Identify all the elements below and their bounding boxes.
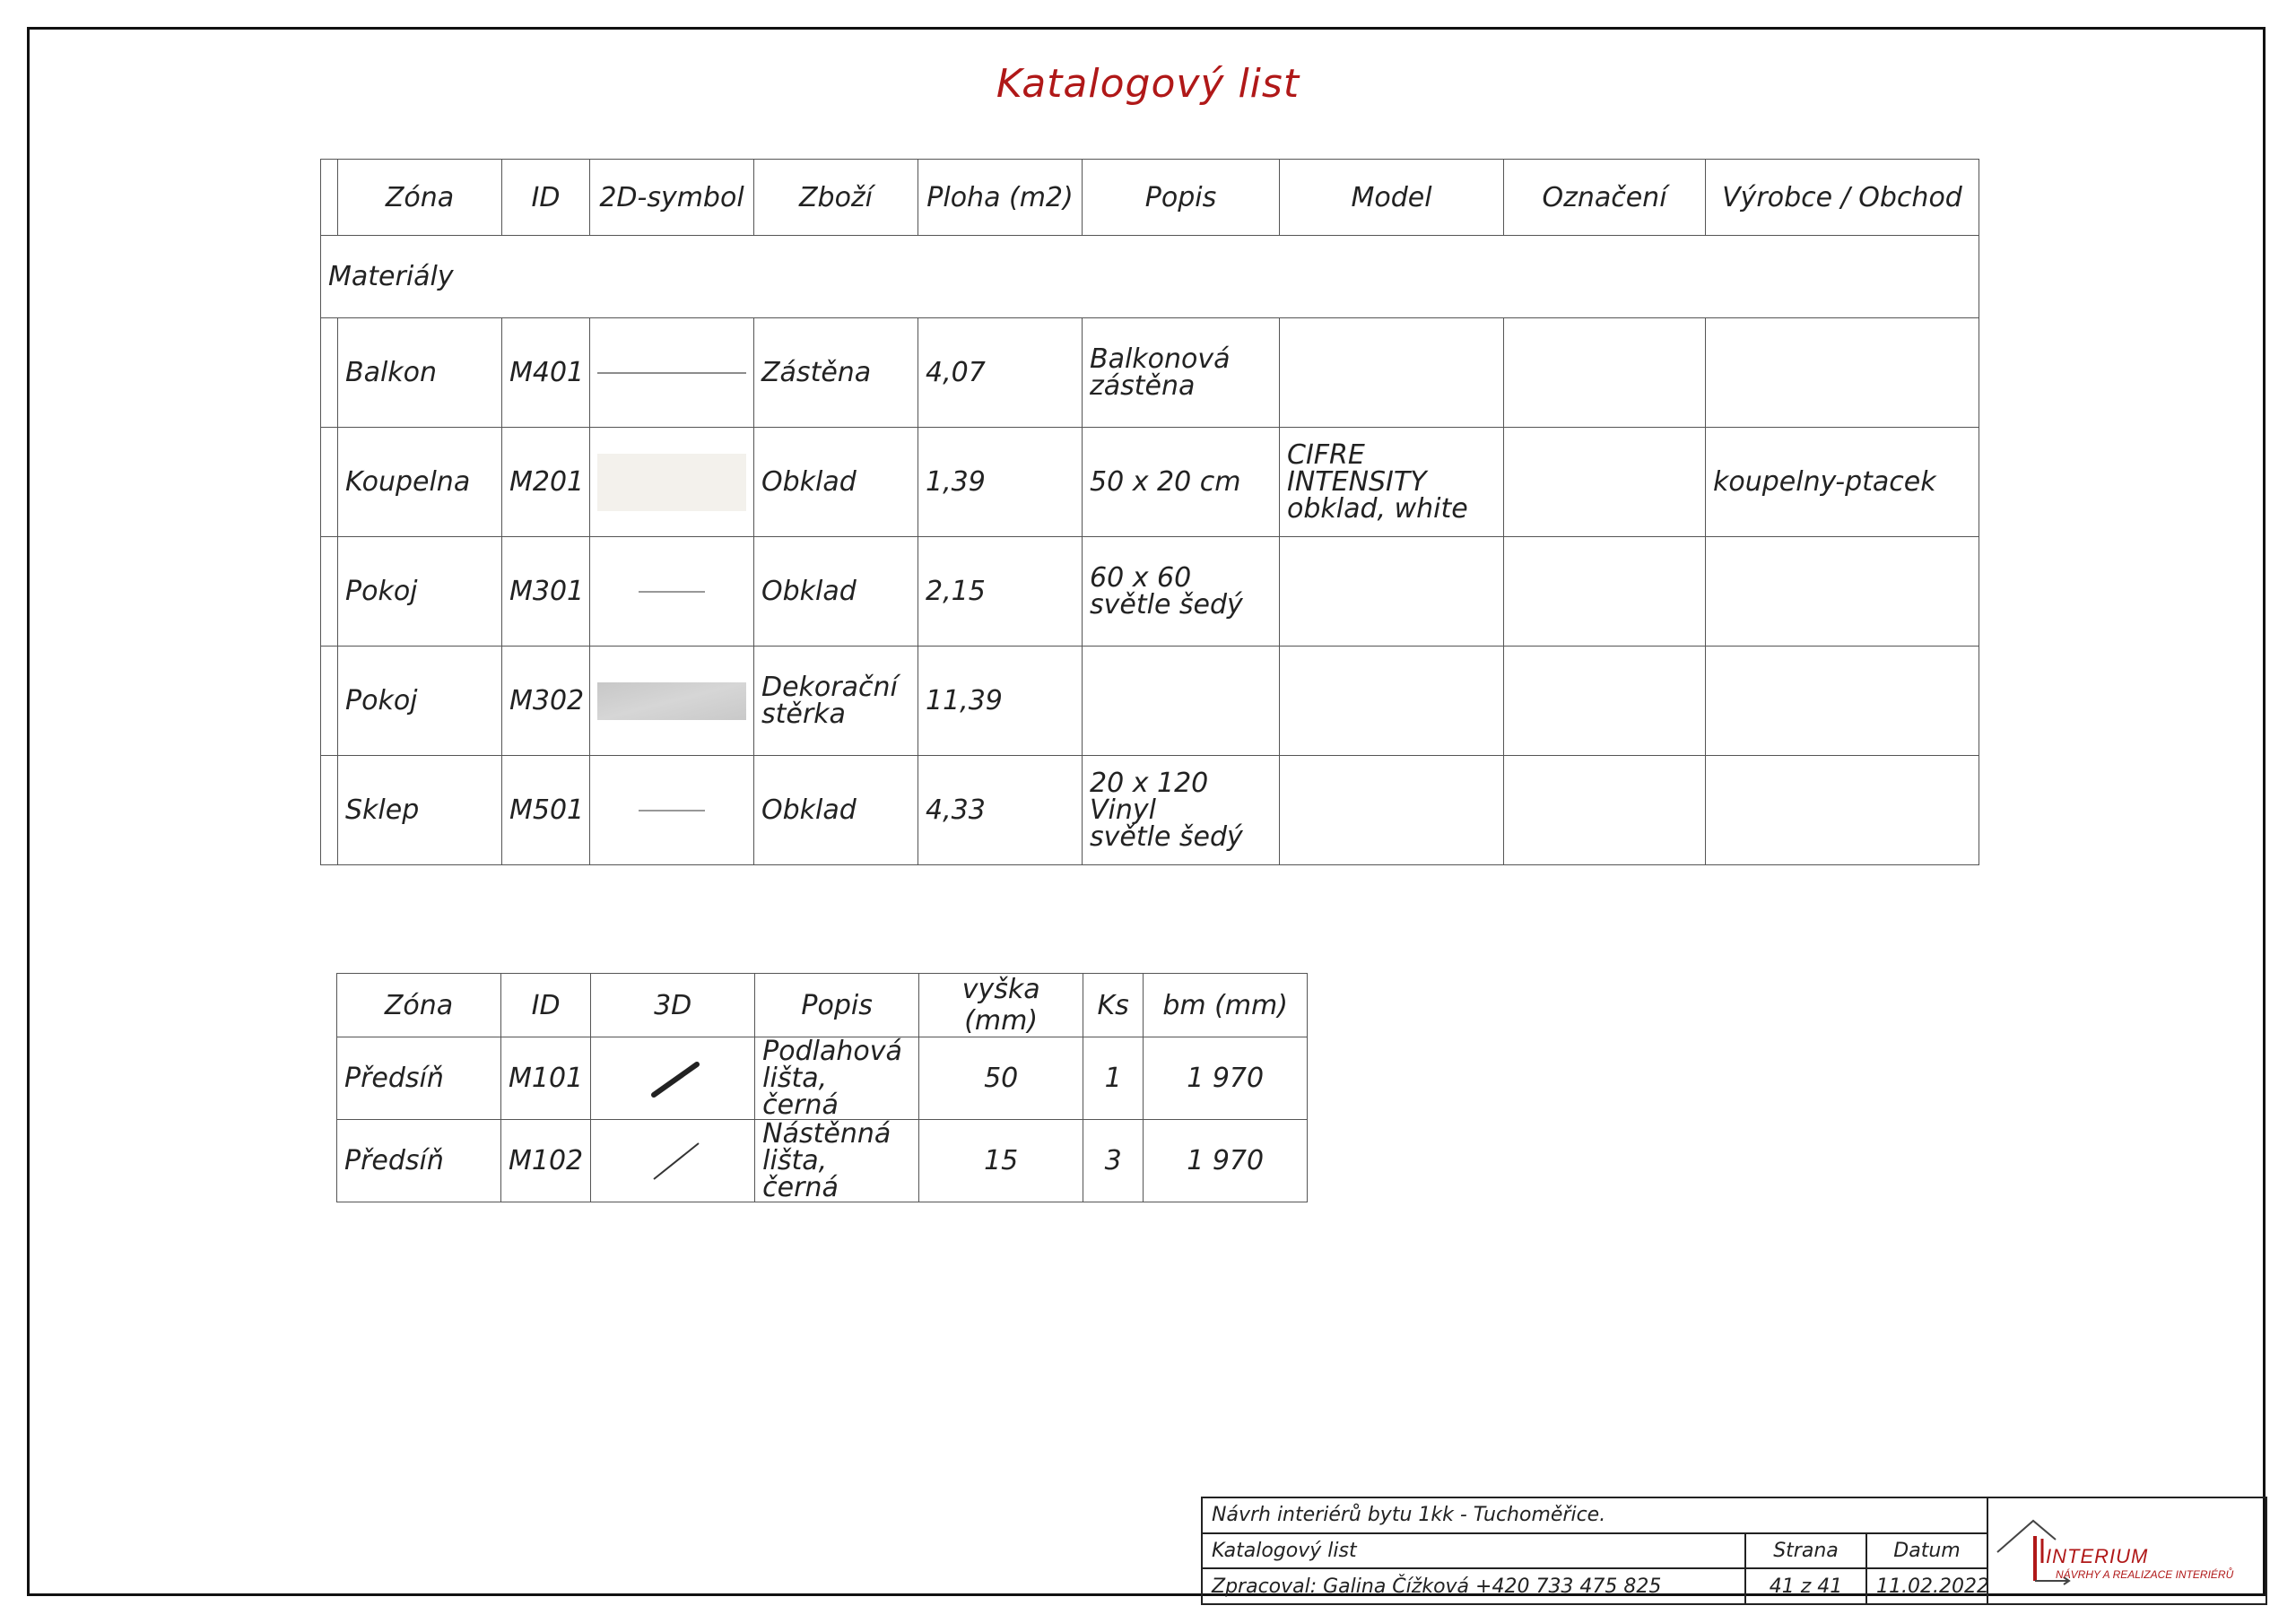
table-row — [321, 318, 1979, 428]
table-header-row — [337, 974, 1308, 1037]
header-cell: Označení — [1504, 160, 1706, 236]
cell-zona: Sklep — [338, 756, 502, 865]
cell-id: M301 — [502, 537, 590, 647]
cell-plocha: 1,39 — [918, 428, 1083, 537]
popis-line-1: 60 x 60 — [1090, 561, 1192, 594]
cell-oznaceni — [1504, 428, 1706, 537]
table-header-row — [321, 160, 1979, 236]
cell-popis — [1083, 318, 1280, 428]
header-cell: Zóna — [337, 974, 501, 1037]
cell-oznaceni — [1504, 537, 1706, 647]
cell-zona: Balkon — [338, 318, 502, 428]
strana-value: 41 z 41 — [1745, 1568, 1866, 1604]
wall-trim-3d-icon — [598, 1134, 747, 1188]
row-spacer — [321, 537, 338, 647]
cell-vyrobce — [1706, 647, 1979, 756]
cell-symbol — [590, 756, 754, 865]
white-tile-swatch — [597, 454, 746, 511]
cell-zona: Pokoj — [338, 647, 502, 756]
header-cell: Popis — [1083, 160, 1280, 236]
cell-popis: 50 x 20 cm — [1083, 428, 1280, 537]
cell-ks: 3 — [1083, 1120, 1144, 1202]
header-cell: Model — [1280, 160, 1504, 236]
cell-oznaceni — [1504, 318, 1706, 428]
header-cell: vyška (mm) — [919, 974, 1083, 1037]
header-cell: Zboží — [754, 160, 918, 236]
row-spacer — [321, 756, 338, 865]
cell-model — [1280, 537, 1504, 647]
table-row — [337, 1037, 1308, 1120]
popis-line-2: světle šedý — [1090, 588, 1243, 621]
header-cell: Ks — [1083, 974, 1144, 1037]
cell-popis — [1083, 537, 1280, 647]
materials-table — [320, 159, 1979, 865]
row-spacer — [321, 318, 338, 428]
table-row — [321, 756, 1979, 865]
project-name: Návrh interiérů bytu 1kk - Tuchoměřice. — [1202, 1497, 1987, 1533]
section-row — [321, 236, 1979, 318]
cell-bm: 1 970 — [1144, 1037, 1308, 1120]
cell-zbozi: Obklad — [754, 756, 918, 865]
header-cell: Popis — [755, 974, 919, 1037]
popis-line-1: 20 x 120 Vinyl — [1090, 767, 1209, 826]
cell-model — [1280, 647, 1504, 756]
zbozi-line-1: Dekorační — [761, 671, 898, 703]
header-spacer — [321, 160, 338, 236]
cell-vyska: 50 — [919, 1037, 1083, 1120]
grey-plaster-swatch — [597, 682, 746, 720]
popis-line-1: Balkonová — [1090, 343, 1231, 375]
cell-popis — [755, 1037, 919, 1120]
header-cell: 3D — [591, 974, 755, 1037]
header-cell: ID — [501, 974, 591, 1037]
cell-zona: Předsíň — [337, 1037, 501, 1120]
header-cell: Ploha (m2) — [918, 160, 1083, 236]
cell-id: M201 — [502, 428, 590, 537]
popis-line-2: zástěna — [1090, 369, 1196, 402]
cell-id: M401 — [502, 318, 590, 428]
cell-zbozi: Obklad — [754, 537, 918, 647]
model-line-1: CIFRE INTENSITY — [1287, 438, 1427, 498]
logo-tagline: NÁVRHY A REALIZACE INTERIÉRŮ — [2056, 1568, 2234, 1581]
cell-model — [1280, 756, 1504, 865]
line-symbol-icon — [597, 370, 746, 376]
datum-value: 11.02.2022 — [1866, 1568, 1987, 1604]
cell-zona: Předsíň — [337, 1120, 501, 1202]
cell-symbol — [590, 318, 754, 428]
cell-id: M102 — [501, 1120, 591, 1202]
page-title: Katalogový list — [996, 61, 1300, 107]
cell-bm: 1 970 — [1144, 1120, 1308, 1202]
table-row — [337, 1120, 1308, 1202]
cell-vyrobce — [1706, 537, 1979, 647]
header-cell: Výrobce / Obchod — [1706, 160, 1979, 236]
cell-vyrobce — [1706, 318, 1979, 428]
row-spacer — [321, 428, 338, 537]
cell-zona: Koupelna — [338, 428, 502, 537]
popis-line-2: světle šedý — [1090, 820, 1243, 853]
zbozi-line-2: stěrka — [761, 698, 846, 730]
cell-zbozi — [754, 647, 918, 756]
row-spacer — [321, 647, 338, 756]
cell-id: M101 — [501, 1037, 591, 1120]
interium-logo-icon — [1988, 1498, 2267, 1598]
cell-oznaceni — [1504, 756, 1706, 865]
cell-ks: 1 — [1083, 1037, 1144, 1120]
cell-vyrobce — [1706, 756, 1979, 865]
model-line-2: obklad, white — [1287, 492, 1468, 525]
cell-symbol — [590, 428, 754, 537]
datum-label: Datum — [1866, 1533, 1987, 1569]
popis-line-1: Nástěnná — [762, 1117, 891, 1150]
cell-id: M302 — [502, 647, 590, 756]
short-line-symbol-icon — [639, 808, 705, 813]
title-block — [1201, 1497, 2266, 1596]
popis-line-2: lišta, černá — [762, 1062, 839, 1121]
cell-popis — [1083, 647, 1280, 756]
cell-symbol — [590, 537, 754, 647]
cell-zbozi: Zástěna — [754, 318, 918, 428]
cell-3d — [591, 1120, 755, 1202]
cell-zbozi: Obklad — [754, 428, 918, 537]
sheet-name: Katalogový list — [1202, 1533, 1745, 1569]
table-row — [321, 537, 1979, 647]
header-cell: Zóna — [338, 160, 502, 236]
logo-wordmark: INTERIUM — [2046, 1545, 2149, 1567]
table-row — [321, 428, 1979, 537]
cell-3d — [591, 1037, 755, 1120]
cell-popis — [755, 1117, 919, 1203]
cell-oznaceni — [1504, 647, 1706, 756]
header-cell: ID — [502, 160, 590, 236]
author: Zpracoval: Galina Čížková +420 733 475 825 — [1202, 1568, 1745, 1604]
cell-vyrobce: koupelny-ptacek — [1706, 428, 1979, 537]
cell-plocha: 4,33 — [918, 756, 1083, 865]
cell-id: M501 — [502, 756, 590, 865]
cell-vyska: 15 — [919, 1120, 1083, 1202]
table-row — [321, 647, 1979, 756]
cell-model — [1280, 318, 1504, 428]
header-cell: bm (mm) — [1144, 974, 1308, 1037]
cell-plocha: 2,15 — [918, 537, 1083, 647]
cell-zona: Pokoj — [338, 537, 502, 647]
strana-label: Strana — [1745, 1533, 1866, 1569]
popis-line-1: Podlahová — [762, 1035, 902, 1067]
short-line-symbol-icon — [639, 589, 705, 595]
cell-model — [1280, 428, 1504, 537]
cell-popis — [1083, 756, 1280, 865]
title-block-table — [1201, 1497, 2267, 1605]
trims-table — [336, 973, 1308, 1202]
header-cell: 2D-symbol — [590, 160, 754, 236]
popis-line-2: lišta, černá — [762, 1144, 839, 1203]
cell-plocha: 11,39 — [918, 647, 1083, 756]
logo — [1987, 1497, 2266, 1604]
cell-plocha: 4,07 — [918, 318, 1083, 428]
floor-trim-3d-icon — [598, 1052, 747, 1106]
cell-symbol — [590, 647, 754, 756]
section-label: Materiály — [321, 236, 1979, 318]
